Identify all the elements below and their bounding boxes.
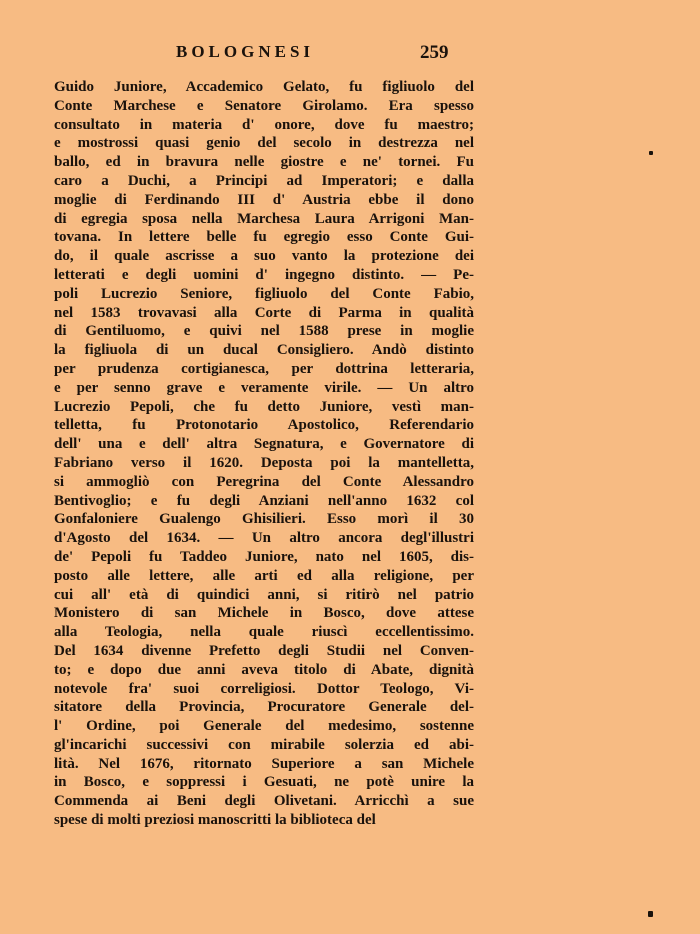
- text-line: moglie di Ferdinando III d' Austria ebbe il dono: [54, 191, 474, 208]
- text-line: do, il quale ascrisse a suo vanto la protezione dei: [54, 248, 474, 265]
- running-title: BOLOGNESI: [176, 42, 315, 61]
- text-line: e per senno grave e veramente virile. — Un altro: [54, 379, 474, 396]
- text-line: Bentivoglio; e fu degli Anziani nell'anno 1632 col: [54, 492, 474, 509]
- text-line: Lucrezio Pepoli, che fu detto Juniore, vestì man-: [54, 398, 474, 415]
- text-line: nel 1583 trovavasi alla Corte di Parma in qualità: [54, 304, 474, 321]
- text-line: Monistero di san Michele in Bosco, dove attese: [54, 605, 474, 622]
- margin-speck: [649, 151, 653, 155]
- text-line: de' Pepoli fu Taddeo Juniore, nato nel 1605, dis-: [54, 548, 474, 565]
- text-line: Guido Juniore, Accademico Gelato, fu figliuolo del: [54, 79, 474, 95]
- text-line: la figliuola di un ducal Consigliero. Andò distinto: [54, 342, 474, 359]
- body-text: [54, 78, 474, 830]
- text-line: telletta, fu Protonotario Apostolico, Referendario: [54, 417, 474, 434]
- text-line: Fabriano verso il 1620. Deposta poi la mantelletta,: [54, 454, 474, 471]
- text-line: in Bosco, e soppressi i Gesuati, ne potè unire la: [54, 774, 474, 791]
- text-line: Commenda ai Beni degli Olivetani. Arricchì a sue: [54, 793, 474, 810]
- text-line: di Gentiluomo, e quivi nel 1588 prese in moglie: [54, 323, 474, 340]
- text-line: notevole fra' suoi correligiosi. Dottor Teologo, Vi-: [54, 680, 474, 697]
- text-line: Gonfaloniere Gualengo Ghisilieri. Esso morì il 30: [54, 511, 474, 528]
- text-line: lità. Nel 1676, ritornato Superiore a san Michele: [54, 755, 474, 772]
- text-line: e mostrossi quasi genio del secolo in destrezza nel: [54, 135, 474, 152]
- text-line: ballo, ed in bravura nelle giostre e ne' tornei. Fu: [54, 154, 474, 171]
- text-line: dell' una e dell' altra Segnatura, e Governatore di: [54, 436, 474, 453]
- page-header: [0, 42, 700, 66]
- text-line: gl'incarichi successivi con mirabile solerzia ed abi-: [54, 736, 474, 753]
- text-line: to; e dopo due anni aveva titolo di Abate, dignità: [54, 661, 474, 678]
- text-line: consultato in materia d' onore, dove fu maestro;: [54, 116, 474, 133]
- text-line: per prudenza cortigianesca, per dottrina letteraria,: [54, 360, 474, 377]
- text-line: Conte Marchese e Senatore Girolamo. Era spesso: [54, 97, 474, 114]
- text-line: poli Lucrezio Seniore, figliuolo del Conte Fabio,: [54, 285, 474, 302]
- text-line: caro a Duchi, a Principi ad Imperatori; e dalla: [54, 172, 474, 189]
- text-line: cui all' età di quindici anni, si ritirò nel patrio: [54, 586, 474, 603]
- text-line: tovana. In lettere belle fu egregio esso Conte Gui-: [54, 229, 474, 246]
- text-line: sitatore della Provincia, Procuratore Generale del-: [54, 699, 474, 716]
- text-line: l' Ordine, poi Generale del medesimo, sostenne: [54, 718, 474, 735]
- text-line: di egregia sposa nella Marchesa Laura Arrigoni Man-: [54, 210, 474, 227]
- margin-speck: [648, 911, 653, 917]
- page-number: 259: [420, 42, 449, 63]
- text-line: spese di molti preziosi manoscritti la biblioteca del: [54, 812, 376, 829]
- text-line: letterati e degli uomini d' ingegno distinto. — Pe-: [54, 266, 474, 283]
- text-line: d'Agosto del 1634. — Un altro ancora degl'illustri: [54, 530, 474, 547]
- text-line: Del 1634 divenne Prefetto degli Studii nel Conven-: [54, 642, 474, 659]
- text-line: si ammogliò con Peregrina del Conte Alessandro: [54, 473, 474, 490]
- text-line: posto alle lettere, alle arti ed alla religione, per: [54, 567, 474, 584]
- text-line: alla Teologia, nella quale riuscì eccellentissimo.: [54, 624, 474, 641]
